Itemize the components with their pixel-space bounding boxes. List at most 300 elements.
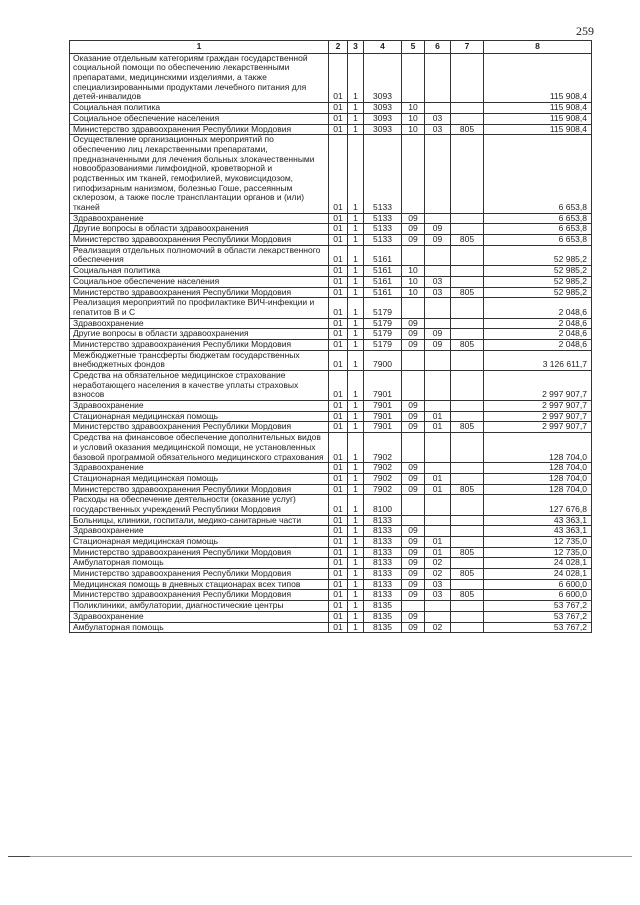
- cell-col-3: 1: [348, 622, 364, 633]
- cell-amount: 24 028,1: [484, 558, 592, 569]
- cell-col-7: 805: [451, 124, 484, 135]
- cell-col-4: 5161: [364, 266, 402, 277]
- cell-col-6: [425, 298, 451, 318]
- table-row: [70, 213, 592, 224]
- budget-table: [69, 40, 592, 633]
- cell-col-3: 1: [348, 537, 364, 548]
- cell-col-2: 01: [329, 422, 348, 433]
- cell-col-6: [425, 371, 451, 401]
- table-row: [70, 611, 592, 622]
- cell-amount: 6 600,0: [484, 590, 592, 601]
- cell-col-2: 01: [329, 318, 348, 329]
- cell-col-5: [402, 298, 425, 318]
- cell-name: Стационарная медицинская помощь: [70, 411, 329, 422]
- cell-amount: 2 048,6: [484, 318, 592, 329]
- cell-col-4: 8133: [364, 590, 402, 601]
- cell-col-6: [425, 245, 451, 265]
- cell-col-5: [402, 245, 425, 265]
- cell-col-7: 805: [451, 422, 484, 433]
- cell-col-7: [451, 113, 484, 124]
- table-row: [70, 135, 592, 214]
- cell-name: Амбулаторная помощь: [70, 558, 329, 569]
- cell-col-5: 09: [402, 579, 425, 590]
- cell-col-2: 01: [329, 266, 348, 277]
- cell-col-7: [451, 463, 484, 474]
- cell-col-5: 09: [402, 411, 425, 422]
- cell-col-2: 01: [329, 339, 348, 350]
- cell-col-7: [451, 224, 484, 235]
- cell-col-5: [402, 433, 425, 463]
- cell-col-4: 5133: [364, 213, 402, 224]
- cell-amount: 128 704,0: [484, 473, 592, 484]
- cell-col-3: 1: [348, 526, 364, 537]
- table-row: [70, 473, 592, 484]
- cell-col-5: 10: [402, 266, 425, 277]
- cell-col-7: [451, 558, 484, 569]
- table-row: [70, 224, 592, 235]
- cell-col-5: 09: [402, 622, 425, 633]
- cell-col-2: 01: [329, 537, 348, 548]
- cell-col-2: 01: [329, 213, 348, 224]
- cell-col-6: 01: [425, 411, 451, 422]
- cell-col-6: 09: [425, 224, 451, 235]
- cell-col-7: [451, 318, 484, 329]
- cell-name: Здравоохранение: [70, 318, 329, 329]
- cell-col-4: 5179: [364, 298, 402, 318]
- cell-name: Министерство здравоохранения Республики Мордовия: [70, 124, 329, 135]
- cell-col-5: 10: [402, 287, 425, 298]
- table-row: [70, 590, 592, 601]
- cell-name: Реализация мероприятий по профилактике ВИЧ-инфекции и гепатитов В и С: [70, 298, 329, 318]
- cell-col-3: 1: [348, 245, 364, 265]
- cell-name: Здравоохранение: [70, 401, 329, 412]
- cell-amount: 2 997 907,7: [484, 371, 592, 401]
- table-row: [70, 579, 592, 590]
- budget-table-container: [69, 40, 591, 633]
- table-row: [70, 329, 592, 340]
- cell-col-4: 8133: [364, 547, 402, 558]
- cell-name: Другие вопросы в области здравоохранения: [70, 224, 329, 235]
- cell-amount: 128 704,0: [484, 463, 592, 474]
- cell-col-7: [451, 622, 484, 633]
- cell-col-2: 01: [329, 515, 348, 526]
- cell-col-3: 1: [348, 339, 364, 350]
- cell-col-6: [425, 53, 451, 102]
- cell-col-5: 10: [402, 103, 425, 114]
- cell-col-2: 01: [329, 611, 348, 622]
- cell-col-3: 1: [348, 484, 364, 495]
- cell-name: Оказание отдельным категориям граждан государственной социальной помощи по обеспечению лекарственными препаратами, медицинскими изделиями, а также специализированными продуктами лечебного питания для детей-инвалидов: [70, 53, 329, 102]
- cell-col-2: 01: [329, 547, 348, 558]
- cell-name: Министерство здравоохранения Республики Мордовия: [70, 484, 329, 495]
- cell-col-7: [451, 473, 484, 484]
- cell-col-3: 1: [348, 113, 364, 124]
- cell-name: Средства на обязательное медицинское страхование неработающего населения в качестве уплаты страховых взносов: [70, 371, 329, 401]
- table-row: [70, 495, 592, 515]
- cell-col-6: [425, 611, 451, 622]
- table-row: [70, 124, 592, 135]
- cell-col-2: 01: [329, 224, 348, 235]
- cell-col-2: 01: [329, 590, 348, 601]
- cell-amount: 43 363,1: [484, 526, 592, 537]
- cell-col-5: 09: [402, 484, 425, 495]
- cell-col-7: [451, 266, 484, 277]
- cell-col-7: [451, 245, 484, 265]
- cell-col-4: 3093: [364, 53, 402, 102]
- cell-name: Реализация отдельных полномочий в области лекарственного обеспечения: [70, 245, 329, 265]
- header-cell-5: 5: [402, 41, 425, 54]
- cell-col-7: [451, 601, 484, 612]
- cell-col-4: 8135: [364, 611, 402, 622]
- cell-col-7: [451, 298, 484, 318]
- cell-col-4: 7900: [364, 350, 402, 370]
- cell-col-7: [451, 579, 484, 590]
- cell-col-3: 1: [348, 329, 364, 340]
- cell-col-4: 8133: [364, 558, 402, 569]
- cell-col-4: 7902: [364, 473, 402, 484]
- cell-col-7: [451, 53, 484, 102]
- cell-name: Поликлиники, амбулатории, диагностические центры: [70, 601, 329, 612]
- cell-amount: 115 908,4: [484, 124, 592, 135]
- cell-name: Медицинская помощь в дневных стационарах всех типов: [70, 579, 329, 590]
- table-row: [70, 318, 592, 329]
- cell-col-3: 1: [348, 124, 364, 135]
- cell-name: Стационарная медицинская помощь: [70, 473, 329, 484]
- cell-col-3: 1: [348, 411, 364, 422]
- cell-col-3: 1: [348, 276, 364, 287]
- cell-amount: 115 908,4: [484, 103, 592, 114]
- cell-col-2: 01: [329, 276, 348, 287]
- table-row: [70, 433, 592, 463]
- cell-col-2: 01: [329, 622, 348, 633]
- cell-col-5: 09: [402, 235, 425, 246]
- cell-col-6: [425, 601, 451, 612]
- cell-col-2: 01: [329, 245, 348, 265]
- cell-col-4: 5179: [364, 318, 402, 329]
- table-row: [70, 371, 592, 401]
- cell-col-4: 7901: [364, 422, 402, 433]
- cell-name: Министерство здравоохранения Республики Мордовия: [70, 287, 329, 298]
- cell-col-3: 1: [348, 213, 364, 224]
- cell-col-7: [451, 537, 484, 548]
- table-row: [70, 350, 592, 370]
- cell-col-3: 1: [348, 558, 364, 569]
- cell-col-6: 02: [425, 569, 451, 580]
- cell-col-7: [451, 103, 484, 114]
- cell-amount: 6 653,8: [484, 213, 592, 224]
- cell-col-5: 09: [402, 537, 425, 548]
- cell-col-6: 09: [425, 329, 451, 340]
- cell-name: Социальная политика: [70, 266, 329, 277]
- cell-col-6: [425, 318, 451, 329]
- cell-col-2: 01: [329, 601, 348, 612]
- cell-col-7: [451, 371, 484, 401]
- table-row: [70, 103, 592, 114]
- cell-col-2: 01: [329, 298, 348, 318]
- table-row: [70, 526, 592, 537]
- cell-col-6: 09: [425, 235, 451, 246]
- cell-col-7: 805: [451, 484, 484, 495]
- cell-name: Социальное обеспечение населения: [70, 113, 329, 124]
- table-row: [70, 411, 592, 422]
- cell-amount: 2 997 907,7: [484, 422, 592, 433]
- cell-col-2: 01: [329, 103, 348, 114]
- cell-col-3: 1: [348, 235, 364, 246]
- cell-name: Здравоохранение: [70, 213, 329, 224]
- cell-col-6: [425, 213, 451, 224]
- cell-name: Министерство здравоохранения Республики Мордовия: [70, 339, 329, 350]
- cell-amount: 12 735,0: [484, 547, 592, 558]
- page-number: 259: [576, 24, 594, 38]
- cell-name: Расходы на обеспечение деятельности (оказание услуг) государственных учреждений Республики Мордовия: [70, 495, 329, 515]
- cell-col-4: 5161: [364, 245, 402, 265]
- cell-col-5: [402, 601, 425, 612]
- cell-col-6: 02: [425, 558, 451, 569]
- cell-col-5: 09: [402, 401, 425, 412]
- cell-amount: 6 600,0: [484, 579, 592, 590]
- cell-col-7: [451, 401, 484, 412]
- cell-col-5: 09: [402, 463, 425, 474]
- cell-col-6: [425, 526, 451, 537]
- cell-amount: 52 985,2: [484, 266, 592, 277]
- cell-col-4: 7901: [364, 411, 402, 422]
- cell-name: Амбулаторная помощь: [70, 622, 329, 633]
- cell-name: Другие вопросы в области здравоохранения: [70, 329, 329, 340]
- cell-col-6: 01: [425, 422, 451, 433]
- bottom-divider: [8, 856, 632, 857]
- cell-name: Министерство здравоохранения Республики Мордовия: [70, 590, 329, 601]
- cell-col-3: 1: [348, 569, 364, 580]
- cell-col-6: [425, 350, 451, 370]
- cell-col-5: 09: [402, 569, 425, 580]
- cell-col-2: 01: [329, 350, 348, 370]
- cell-col-4: 8133: [364, 526, 402, 537]
- header-cell-6: 6: [425, 41, 451, 54]
- cell-col-5: 10: [402, 113, 425, 124]
- cell-amount: 128 704,0: [484, 484, 592, 495]
- header-cell-8: 8: [484, 41, 592, 54]
- cell-col-3: 1: [348, 433, 364, 463]
- cell-col-4: 8133: [364, 537, 402, 548]
- cell-col-3: 1: [348, 463, 364, 474]
- cell-amount: 115 908,4: [484, 53, 592, 102]
- cell-amount: 12 735,0: [484, 537, 592, 548]
- cell-amount: 52 985,2: [484, 245, 592, 265]
- cell-col-5: 09: [402, 329, 425, 340]
- cell-col-5: 09: [402, 558, 425, 569]
- table-row: [70, 113, 592, 124]
- cell-col-7: [451, 433, 484, 463]
- cell-col-5: [402, 135, 425, 214]
- cell-col-6: 03: [425, 113, 451, 124]
- cell-col-3: 1: [348, 422, 364, 433]
- cell-col-6: 01: [425, 484, 451, 495]
- table-body: [70, 53, 592, 633]
- cell-name: Министерство здравоохранения Республики Мордовия: [70, 547, 329, 558]
- table-row: [70, 569, 592, 580]
- cell-col-7: [451, 350, 484, 370]
- cell-amount: 43 363,1: [484, 515, 592, 526]
- cell-col-7: 805: [451, 339, 484, 350]
- cell-amount: 52 985,2: [484, 276, 592, 287]
- cell-col-2: 01: [329, 473, 348, 484]
- cell-amount: 127 676,8: [484, 495, 592, 515]
- header-cell-2: 2: [329, 41, 348, 54]
- cell-col-7: 805: [451, 590, 484, 601]
- cell-col-4: 7902: [364, 484, 402, 495]
- cell-amount: 53 767,2: [484, 601, 592, 612]
- cell-amount: 2 048,6: [484, 339, 592, 350]
- table-row: [70, 235, 592, 246]
- cell-col-5: [402, 53, 425, 102]
- cell-col-6: [425, 495, 451, 515]
- cell-col-2: 01: [329, 124, 348, 135]
- cell-col-2: 01: [329, 371, 348, 401]
- cell-col-5: 09: [402, 318, 425, 329]
- table-row: [70, 298, 592, 318]
- cell-col-3: 1: [348, 298, 364, 318]
- cell-col-4: 8133: [364, 569, 402, 580]
- table-row: [70, 266, 592, 277]
- cell-col-3: 1: [348, 611, 364, 622]
- header-cell-1: 1: [70, 41, 329, 54]
- cell-col-4: 8135: [364, 601, 402, 612]
- cell-col-6: 03: [425, 590, 451, 601]
- cell-name: Больницы, клиники, госпитали, медико-санитарные части: [70, 515, 329, 526]
- cell-col-2: 01: [329, 53, 348, 102]
- cell-col-5: 09: [402, 547, 425, 558]
- header-cell-7: 7: [451, 41, 484, 54]
- cell-col-7: [451, 276, 484, 287]
- cell-col-3: 1: [348, 601, 364, 612]
- cell-col-4: 5179: [364, 339, 402, 350]
- cell-name: Социальная политика: [70, 103, 329, 114]
- cell-col-4: 5133: [364, 235, 402, 246]
- cell-amount: 6 653,8: [484, 235, 592, 246]
- cell-col-2: 01: [329, 484, 348, 495]
- table-row: [70, 515, 592, 526]
- cell-amount: 2 048,6: [484, 298, 592, 318]
- cell-col-7: 805: [451, 547, 484, 558]
- cell-col-5: 09: [402, 213, 425, 224]
- cell-col-3: 1: [348, 318, 364, 329]
- cell-amount: 115 908,4: [484, 113, 592, 124]
- cell-col-3: 1: [348, 473, 364, 484]
- cell-col-2: 01: [329, 329, 348, 340]
- cell-col-2: 01: [329, 287, 348, 298]
- table-row: [70, 245, 592, 265]
- table-row: [70, 53, 592, 102]
- cell-col-2: 01: [329, 526, 348, 537]
- cell-col-3: 1: [348, 224, 364, 235]
- table-row: [70, 558, 592, 569]
- cell-col-5: 10: [402, 124, 425, 135]
- cell-col-5: 10: [402, 276, 425, 287]
- cell-col-3: 1: [348, 579, 364, 590]
- table-row: [70, 401, 592, 412]
- cell-amount: 6 653,8: [484, 224, 592, 235]
- cell-col-5: 09: [402, 526, 425, 537]
- cell-amount: 53 767,2: [484, 611, 592, 622]
- cell-col-3: 1: [348, 547, 364, 558]
- cell-col-2: 01: [329, 558, 348, 569]
- table-row: [70, 287, 592, 298]
- cell-col-4: 8100: [364, 495, 402, 515]
- cell-col-6: 01: [425, 547, 451, 558]
- cell-col-3: 1: [348, 350, 364, 370]
- cell-col-6: [425, 515, 451, 526]
- cell-col-5: [402, 350, 425, 370]
- header-cell-4: 4: [364, 41, 402, 54]
- cell-col-2: 01: [329, 579, 348, 590]
- table-row: [70, 537, 592, 548]
- cell-col-7: [451, 526, 484, 537]
- cell-amount: 6 653,8: [484, 135, 592, 214]
- cell-amount: 2 997 907,7: [484, 401, 592, 412]
- cell-name: Стационарная медицинская помощь: [70, 537, 329, 548]
- table-row: [70, 276, 592, 287]
- cell-col-6: 01: [425, 537, 451, 548]
- header-cell-3: 3: [348, 41, 364, 54]
- cell-col-5: 09: [402, 339, 425, 350]
- cell-amount: 3 126 611,7: [484, 350, 592, 370]
- cell-col-4: 3093: [364, 103, 402, 114]
- cell-col-4: 8135: [364, 622, 402, 633]
- cell-col-7: [451, 213, 484, 224]
- cell-name: Министерство здравоохранения Республики Мордовия: [70, 235, 329, 246]
- cell-name: Здравоохранение: [70, 463, 329, 474]
- header-row: [70, 41, 592, 54]
- cell-col-4: 7902: [364, 463, 402, 474]
- cell-col-7: [451, 135, 484, 214]
- cell-amount: 53 767,2: [484, 622, 592, 633]
- cell-col-6: 02: [425, 622, 451, 633]
- cell-col-4: 5133: [364, 224, 402, 235]
- cell-col-2: 01: [329, 135, 348, 214]
- cell-col-3: 1: [348, 515, 364, 526]
- cell-col-3: 1: [348, 371, 364, 401]
- cell-col-2: 01: [329, 401, 348, 412]
- cell-col-4: 7901: [364, 371, 402, 401]
- cell-col-7: 805: [451, 287, 484, 298]
- cell-name: Средства на финансовое обеспечение дополнительных видов и условий оказания медицинской помощи, не установленных базовой программой обязательного медицинского страхования: [70, 433, 329, 463]
- cell-col-6: [425, 401, 451, 412]
- cell-col-4: 7902: [364, 433, 402, 463]
- cell-col-3: 1: [348, 53, 364, 102]
- cell-name: Межбюджетные трансферты бюджетам государственных внебюджетных фондов: [70, 350, 329, 370]
- cell-col-6: 03: [425, 124, 451, 135]
- table-row: [70, 547, 592, 558]
- cell-col-7: [451, 515, 484, 526]
- cell-col-2: 01: [329, 235, 348, 246]
- cell-col-6: 03: [425, 287, 451, 298]
- cell-col-6: [425, 266, 451, 277]
- cell-col-4: 5179: [364, 329, 402, 340]
- bottom-divider-mark: [8, 856, 30, 857]
- cell-col-6: [425, 135, 451, 214]
- cell-col-3: 1: [348, 287, 364, 298]
- cell-amount: 2 048,6: [484, 329, 592, 340]
- cell-col-2: 01: [329, 433, 348, 463]
- cell-col-2: 01: [329, 569, 348, 580]
- table-row: [70, 601, 592, 612]
- cell-col-2: 01: [329, 495, 348, 515]
- cell-col-6: 09: [425, 339, 451, 350]
- cell-col-6: [425, 433, 451, 463]
- table-row: [70, 622, 592, 633]
- cell-col-6: 01: [425, 473, 451, 484]
- cell-col-3: 1: [348, 401, 364, 412]
